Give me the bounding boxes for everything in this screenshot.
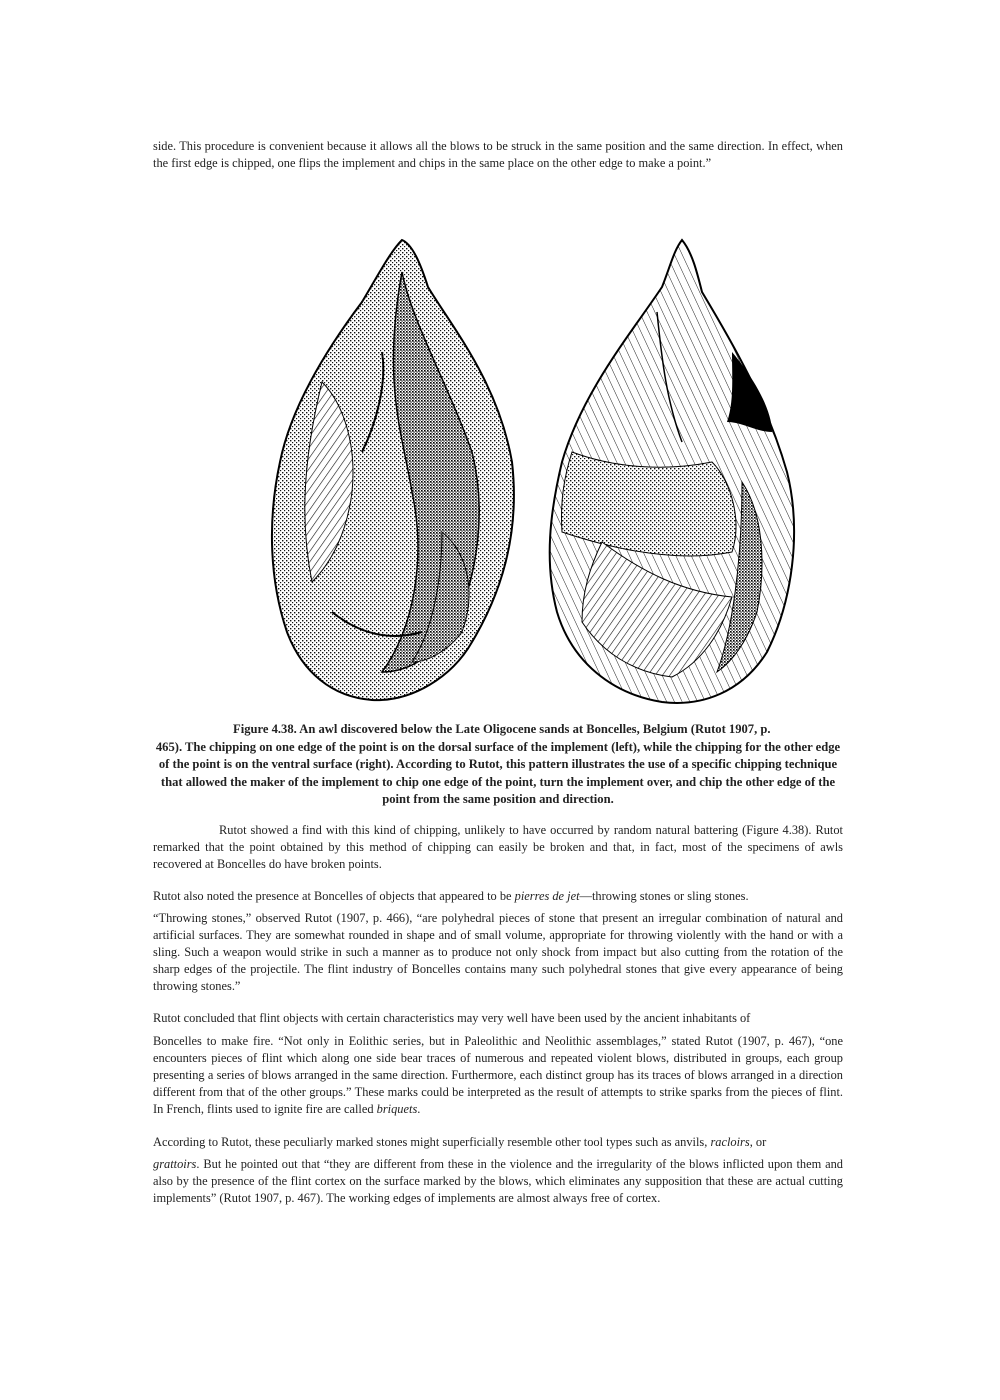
figure-caption bbox=[153, 721, 843, 809]
paragraph-4b bbox=[153, 1156, 843, 1207]
awl-ventral-image bbox=[550, 240, 794, 703]
paragraph-4b-italic: grattoirs bbox=[153, 1157, 197, 1171]
top-paragraph: side. This procedure is convenient because it allows all the blows to be struck in the same position and the same direction. In effect, when the first edge is chipped, one flips the implement and chips in the same place on the other edge to make a point.” bbox=[153, 139, 843, 170]
paragraph-3b-text-end: . bbox=[417, 1102, 421, 1116]
paragraph-2 bbox=[153, 888, 843, 905]
paragraph-2-italic: pierres de jet bbox=[514, 889, 580, 903]
awl-dorsal-image bbox=[272, 240, 514, 700]
figure-4-38 bbox=[262, 232, 808, 710]
paragraph-3b bbox=[153, 1033, 843, 1118]
paragraph-1 bbox=[153, 822, 843, 873]
paragraph-3b-text: Boncelles to make fire. “Not only in Eolithic series, but in Paleolithic and Neolithic assemblages,” stated Rutot (1907, p. 467), “one encounters pieces of flint which along one side bear traces of numerous and repeated violent blows, distributed in groups, each group presenting a series of blows arranged in the same direction. Furthermore, each distinct group has its traces of blows arranged in a direction different from that of the other groups.” These marks could be interpreted as the result of attempts to strike sparks from the pieces of flint. In French, flints used to ignite fire are called bbox=[153, 1034, 843, 1116]
paragraph-2b: “Throwing stones,” observed Rutot (1907, p. 466), “are polyhedral pieces of stone that present an irregular combination of natural and artificial surfaces. They are somewhat rounded in shape and of small volume, appropriate for throwing violently with the hand or with a sling. Such a weapon would strike in such a manner as to produce not only shock from impact but also cutting from the rotation of the sharp edges of the projectile. The flint industry of Boncelles contains many such polyhedral stones that give every appearance of being throwing stones.” bbox=[153, 911, 843, 993]
caption-rest: 465). The chipping on one edge of the point is on the dorsal surface of the implement (left), while the chipping for the other edge of the point is on the ventral surface (right). According to Rutot, this pattern illustrates the use of a specific chipping technique that allowed the maker of the implement to chip one edge of the point, turn the implement over, and chip the other edge of the point from the same position and direction. bbox=[155, 739, 841, 806]
paragraph-4-text: According to Rutot, these peculiarly marked stones might superficially resemble other tool types such as anvils, bbox=[153, 1135, 711, 1149]
paragraph-4 bbox=[153, 1134, 843, 1151]
paragraph-3b-italic: briquets bbox=[376, 1102, 418, 1116]
caption-line-1: Figure 4.38. An awl discovered below the Late Oligocene sands at Boncelles, Belgium (Rutot 1907, p. bbox=[233, 722, 771, 736]
paragraph-4b-text: . But he pointed out that “they are different from these in the violence and the irregularity of the blows inflicted upon them and also by the presence of the flint cortex on the surface marked by the blows, which eliminates any supposition that these are actual cutting implements” (Rutot 1907, p. 467). The working edges of implements are almost always free of cortex. bbox=[153, 1157, 843, 1205]
paragraph-2-text-end: —throwing stones or sling stones. bbox=[579, 889, 749, 903]
paragraph-3: Rutot concluded that flint objects with certain characteristics may very well have been used by the ancient inhabitants of bbox=[153, 1011, 751, 1025]
paragraph-4-italic: racloirs bbox=[710, 1135, 750, 1149]
paragraph-1-text: Rutot showed a find with this kind of chipping, unlikely to have occurred by random natural battering (Figure 4.38). Rutot remarked that the point obtained by this method of chipping can easily be broken and that, in fact, most of the specimens of awls recovered at Boncelles do have broken points. bbox=[153, 823, 843, 871]
paragraph-4-text-end: , or bbox=[749, 1135, 767, 1149]
paragraph-2-text: Rutot also noted the presence at Boncelles of objects that appeared to be bbox=[153, 889, 515, 903]
